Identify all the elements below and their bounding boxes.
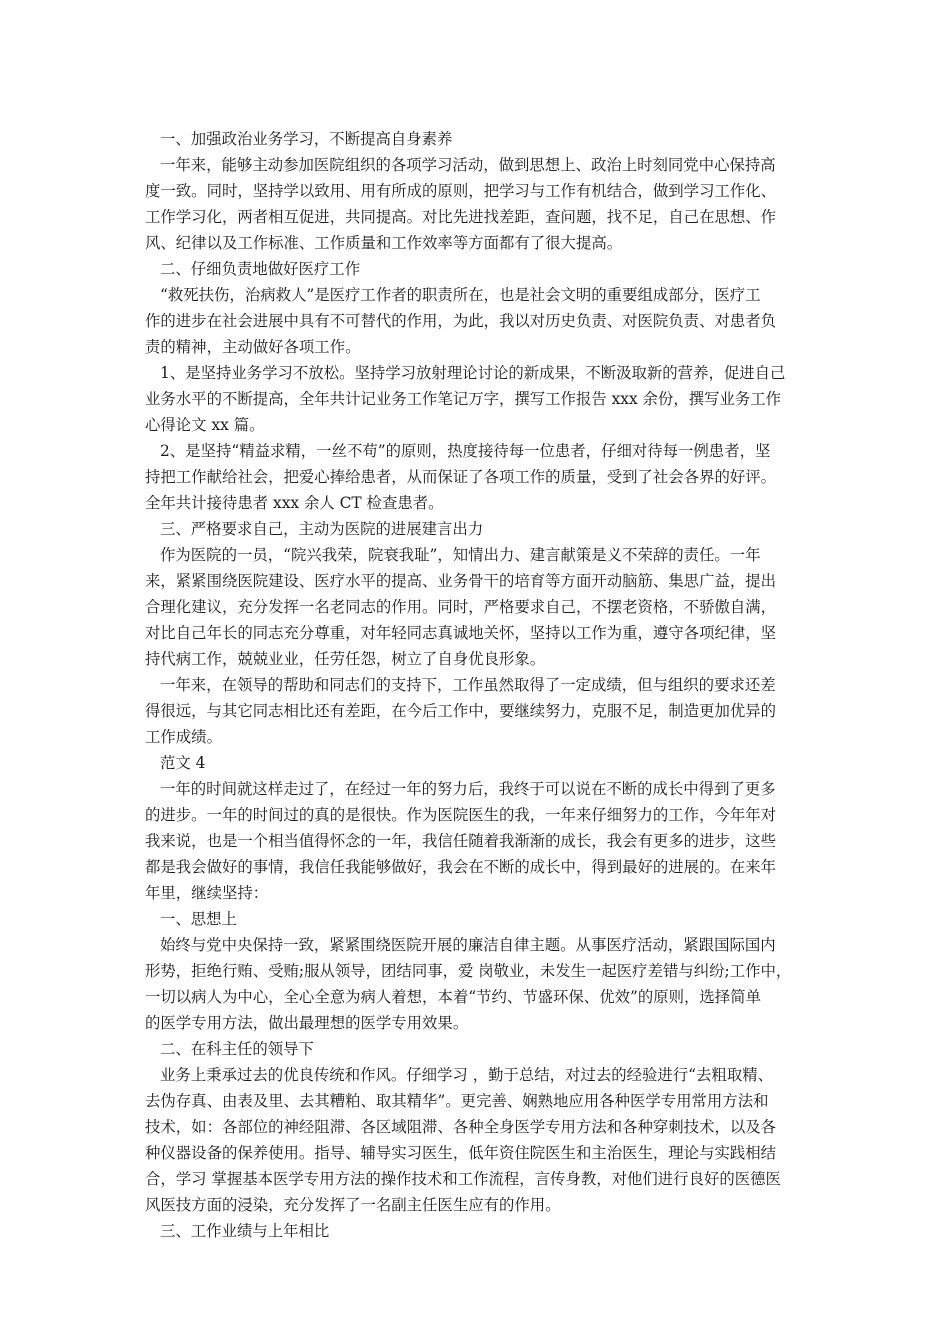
paragraph-line: 作为医院的一员，“院兴我荣，院衰我耻”，知情出力、建言献策是义不荣辞的责任。一年: [160, 546, 761, 564]
paragraph-line: 种仪器设备的保养使用。指导、辅导实习医生，低年资住院医生和主治医生，理论与实践相结: [145, 1144, 777, 1162]
paragraph-line: 合，学习 掌握基本医学专用方法的操作技术和工作流程，言传身教，对他们进行良好的医德医: [145, 1170, 781, 1188]
section-heading: 三、严格要求自己，主动为医院的进展建言出力: [160, 520, 484, 538]
document-body: [145, 126, 825, 1244]
paragraph-line: 持代病工作，兢兢业业，任劳任怨，树立了自身优良形象。: [145, 650, 546, 668]
paragraph-line: 始终与党中央保持一致，紧紧围绕医院开展的廉洁自律主题。从事医疗活动，紧跟国际国内: [160, 936, 776, 954]
paragraph-line: 工作学习化，两者相互促进，共同提高。对比先进找差距，查问题，找不足，自己在思想、作: [145, 208, 777, 226]
paragraph-line: 风医技方面的浸染，充分发挥了一名副主任医生应有的作用。: [145, 1196, 561, 1214]
paragraph-line: 业务上秉承过去的优良传统和作风。仔细学习 ，勤于总结，对过去的经验进行“去粗取精、: [160, 1066, 773, 1084]
paragraph-line: 全年共计接待患者 xxx 余人 CT 检查患者。: [145, 494, 444, 512]
paragraph-line: 一年来，在领导的帮助和同志们的支持下，工作虽然取得了一定成绩，但与组织的要求还差: [160, 676, 776, 694]
section-heading: 一、加强政治业务学习，不断提高自身素养: [160, 130, 453, 148]
paragraph-line: 合理化建议，充分发挥一名老同志的作用。同时，严格要求自己，不摆老资格，不骄傲自满，: [145, 598, 777, 616]
section-heading: 二、在科主任的领导下: [160, 1040, 314, 1058]
paragraph-line: 一年来，能够主动参加医院组织的各项学习活动，做到思想上、政治上时刻同党中心保持高: [160, 156, 776, 174]
paragraph-line: 技术，如：各部位的神经阻滞、各区域阻滞、各种全身医学专用方法和各种穿刺技术，以及各: [145, 1118, 777, 1136]
paragraph-line: 对比自己年长的同志充分尊重，对年轻同志真诚地关怀，坚持以工作为重，遵守各项纪律，坚: [145, 624, 777, 642]
paragraph-line: 一切以病人为中心，全心全意为病人着想，本着“节约、节盛环保、优效”的原则，选择简单: [145, 988, 761, 1006]
paragraph-line: 业务水平的不断提高，全年共计记业务工作笔记万字，撰写工作报告 xxx 余份，撰写业务工作: [145, 390, 782, 408]
section-heading: 三、工作业绩与上年相比: [160, 1222, 330, 1240]
paragraph-line: 作的进步在社会进展中具有不可替代的作用，为此，我以对历史负责、对医院负责、对患者负: [145, 312, 777, 330]
sample-heading: 范文 4: [160, 754, 206, 772]
section-heading: 一、思想上: [160, 910, 237, 928]
paragraph-line: 一年的时间就这样走过了，在经过一年的努力后，我终于可以说在不断的成长中得到了更多: [160, 780, 776, 798]
paragraph-line: 来，紧紧围绕医院建设、医疗水平的提高、业务骨干的培育等方面开动脑筋、集思广益，提出: [145, 572, 777, 590]
paragraph-line: 我来说，也是一个相当值得怀念的一年，我信任随着我渐渐的成长，我会有更多的进步，这些: [145, 832, 777, 850]
paragraph-line: 形势，拒绝行贿、受贿;服从领导，团结同事，爱 岗敬业，未发生一起医疗差错与纠纷;工作中，: [145, 962, 792, 980]
paragraph-line: 责的精神，主动做好各项工作。: [145, 338, 361, 356]
paragraph-line: 都是我会做好的事情，我信任我能够做好，我会在不断的成长中，得到最好的进展的。在来年: [145, 858, 777, 876]
paragraph-line: 得很远，与其它同志相比还有差距，在今后工作中，要继续努力，克服不足，制造更加优异的: [145, 702, 777, 720]
paragraph-line: 工作成绩。: [145, 728, 222, 746]
paragraph-line: 度一致。同时，坚持学以致用、用有所成的原则，把学习与工作有机结合，做到学习工作化、: [145, 182, 777, 200]
paragraph-line: 年里，继续坚持：: [145, 884, 269, 902]
paragraph-line: 2、是坚持“精益求精，一丝不苟”的原则，热度接待每一位患者，仔细对待每一例患者，坚: [160, 442, 771, 460]
paragraph-line: 1、是坚持业务学习不放松。坚持学习放射理论讨论的新成果，不断汲取新的营养，促进自己: [160, 364, 786, 382]
paragraph-line: 的医学专用方法，做出最理想的医学专用效果。: [145, 1014, 469, 1032]
paragraph-line: 心得论文 xx 篇。: [145, 416, 265, 434]
paragraph-line: 持把工作献给社会，把爱心捧给患者，从而保证了各项工作的质量，受到了社会各界的好评。: [145, 468, 777, 486]
paragraph-line: “救死扶伤，治病救人”是医疗工作者的职责所在，也是社会文明的重要组成部分，医疗工: [160, 286, 761, 304]
paragraph-line: 的进步。一年的时间过的真的是很快。作为医院医生的我，一年来仔细努力的工作，今年年对: [145, 806, 777, 824]
paragraph-line: 风、纪律以及工作标准、工作质量和工作效率等方面都有了很大提高。: [145, 234, 623, 252]
section-heading: 二、仔细负责地做好医疗工作: [160, 260, 361, 278]
paragraph-line: 去伪存真、由表及里、去其糟粕、取其精华”。更完善、娴熟地应用各种医学专用常用方法和: [145, 1092, 769, 1110]
